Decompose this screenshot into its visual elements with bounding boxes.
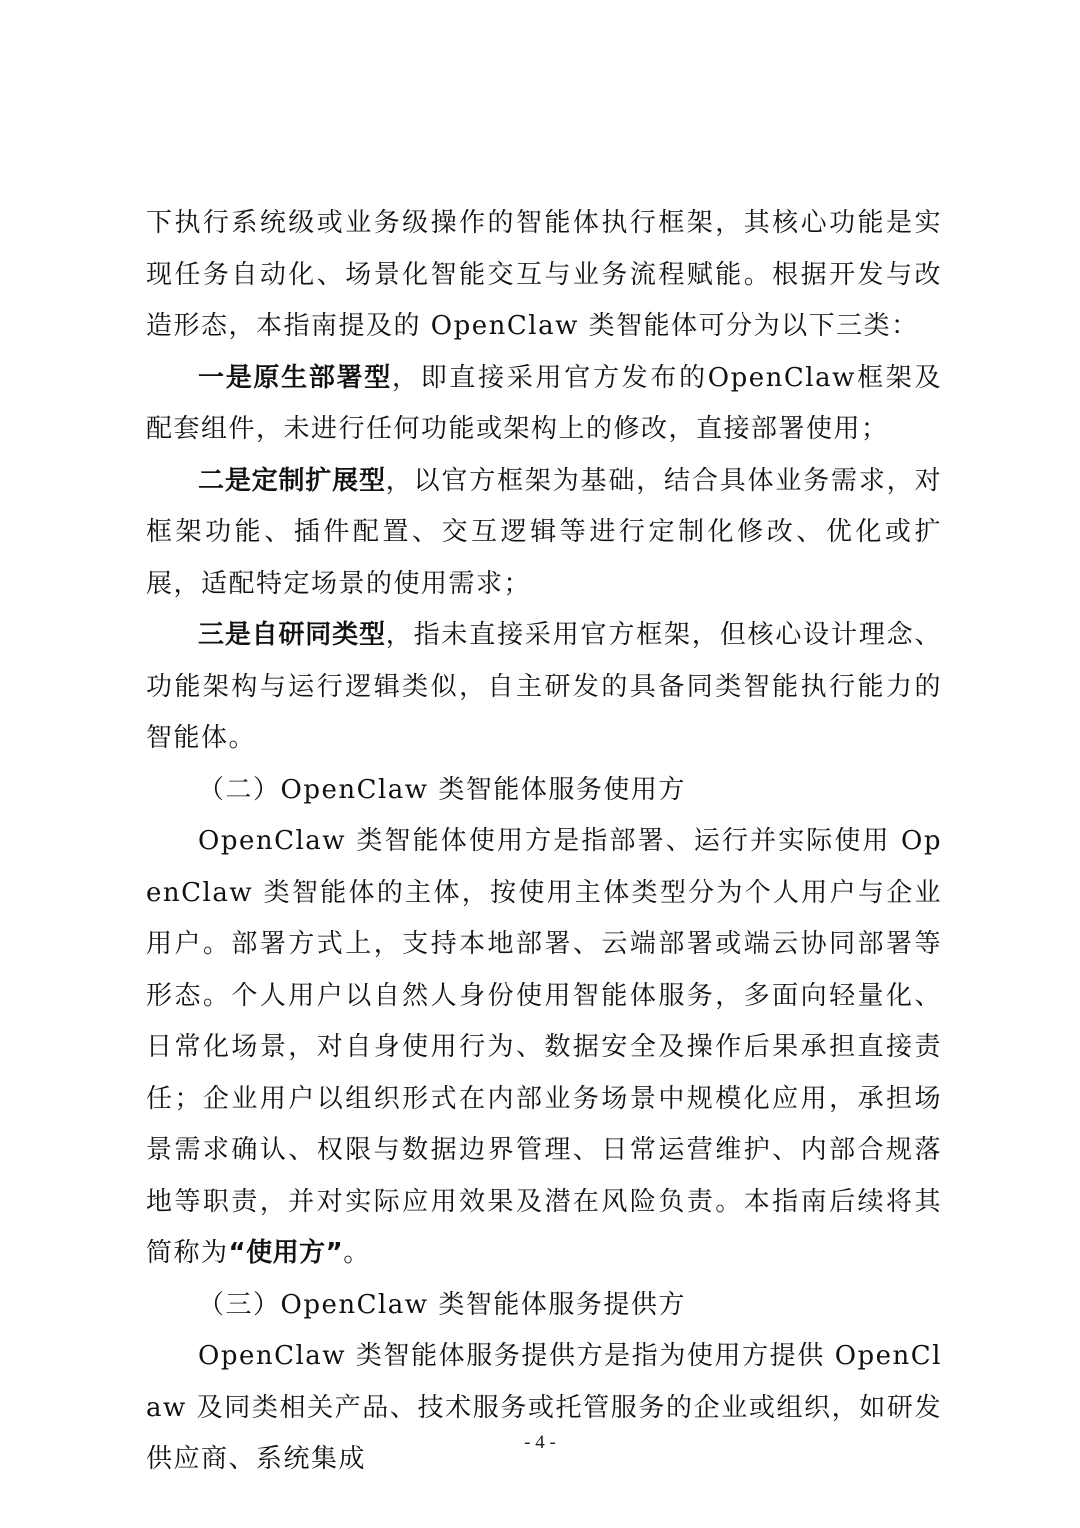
- section-user-heading: （二）OpenClaw 类智能体服务使用方: [198, 774, 686, 805]
- section-user-term: “使用方”: [228, 1238, 344, 1268]
- document-body: [146, 198, 942, 1486]
- section-user-text: OpenClaw 类智能体使用方是指部署、运行并实际使用 OpenClaw 类智能体的主体，按使用主体类型分为个人用户与企业用户。部署方式上，支持本地部署、云端部署或端云协同部署等形态。个人用户以自然人身份使用智能体服务，多面向轻量化、日常化场景，对自身使用行为、数据安全及操作后果承担直接责任；企业用户以组织形式在内部业务场景中规模化应用，承担场景需求确认、权限与数据边界管理、日常运营维护、内部合规落地等职责，并对实际应用效果及潜在风险负责。本指南后续将其简称为: [146, 826, 942, 1268]
- type-custom-lead: 二是定制扩展型: [198, 465, 386, 496]
- type-self-text: ，指未直接采用官方框架，但核心设计理念、功能架构与运行逻辑类似，自主研发的具备同类智能执行能力的智能体。: [146, 620, 942, 753]
- type-custom-text: ，以官方框架为基础，结合具体业务需求，对框架功能、插件配置、交互逻辑等进行定制化修改、优化或扩展，适配特定场景的使用需求；: [146, 465, 942, 599]
- type-native-lead: 一是原生部署型: [198, 362, 392, 393]
- type-self-lead: 三是自研同类型: [198, 620, 386, 650]
- section-user-paragraph: [146, 816, 942, 1280]
- type-native-text: ，即直接采用官方发布的OpenClaw框架及配套组件，未进行任何功能或架构上的修改，直接部署使用；: [146, 362, 942, 444]
- section-user-end: 。: [343, 1238, 371, 1268]
- section-provider-heading: （三）OpenClaw 类智能体服务提供方: [198, 1289, 686, 1320]
- intro-paragraph: 下执行系统级或业务级操作的智能体执行框架，其核心功能是实现任务自动化、场景化智能交互与业务流程赋能。根据开发与改造形态，本指南提及的 OpenClaw 类智能体可分为以下三类：: [146, 208, 942, 341]
- section-provider-paragraph: OpenClaw 类智能体服务提供方是指为使用方提供 OpenClaw 及同类相关产品、技术服务或托管服务的企业或组织，如研发供应商、系统集成: [146, 1341, 942, 1474]
- type-native-paragraph: [146, 353, 942, 456]
- page-number: - 4 -: [524, 1432, 556, 1453]
- type-self-paragraph: [146, 610, 942, 765]
- type-custom-paragraph: [146, 456, 942, 611]
